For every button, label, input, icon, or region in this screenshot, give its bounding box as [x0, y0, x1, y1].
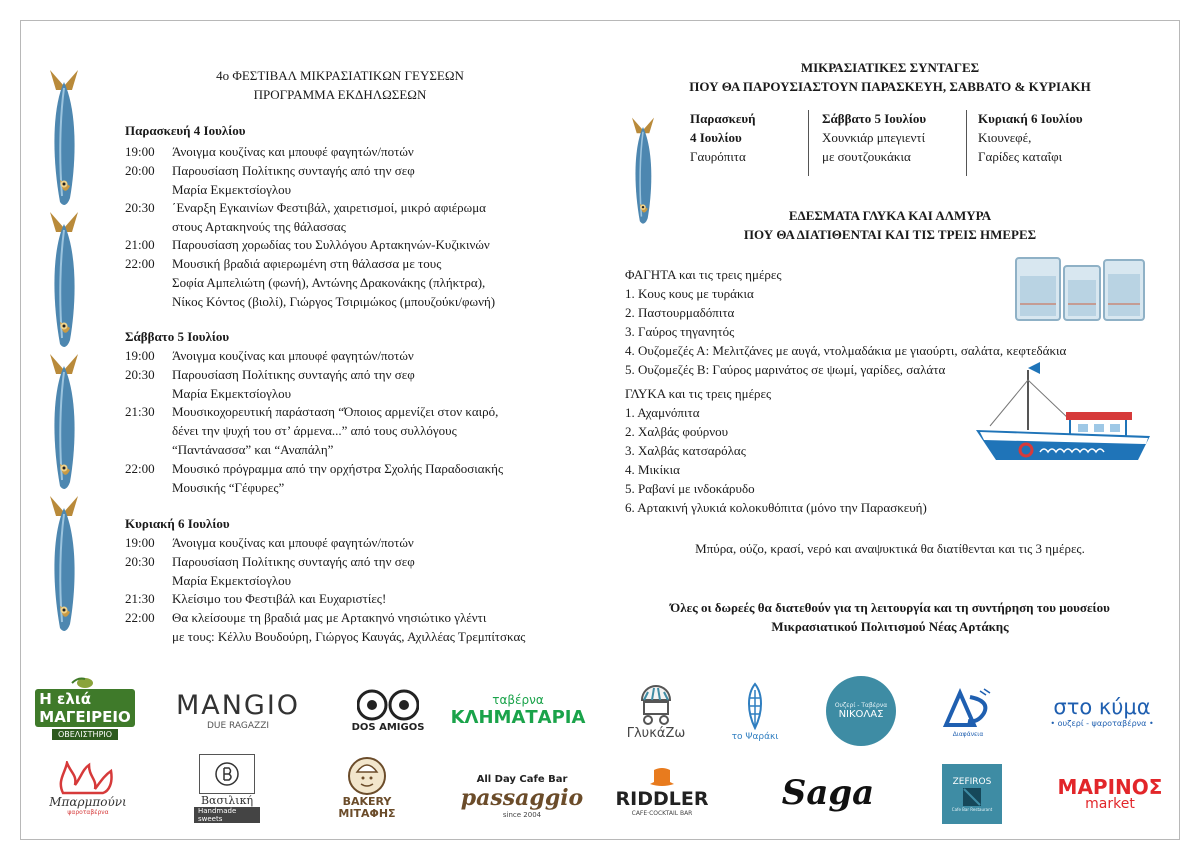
sponsor-logo-glykazo: [618, 676, 694, 746]
sponsor-logo-elia: [39, 672, 131, 744]
sponsor-logo-mangio: [168, 684, 308, 736]
sponsor-name: ΚΛΗΜΑΤΑΡΙΑ: [450, 706, 586, 728]
sponsor-logo-saga: [770, 770, 886, 816]
event-time: 21:30: [125, 404, 155, 419]
foods-title: ΕΔΕΣΜΑΤΑ ΓΛΥΚΑ ΚΑΙ ΑΛΜΥΡΑ: [788, 208, 992, 223]
sponsor-sub: • ουζερί - ψαροταβέρνα •: [1050, 718, 1154, 728]
sponsor-name: Διαφάνεια: [952, 730, 984, 738]
list-item: 1. Κους κους με τυράκια: [625, 286, 754, 301]
sponsor-sub: Handmade sweets: [194, 807, 260, 823]
fish-icon: [44, 352, 84, 492]
event-row: [125, 533, 414, 552]
event-row: [125, 589, 386, 608]
sponsor-logo-diafaneia: [936, 680, 1000, 744]
vasiliki-frame: [199, 754, 255, 794]
sponsor-sub: CAFE·COCKTAIL BAR: [631, 809, 693, 817]
event-desc: Μουσική βραδιά αφιερωμένη στη θάλασσα με τους: [172, 256, 442, 271]
recipe-day-saturday: [822, 109, 972, 166]
list-item: 2. Παστουρμαδόπιτα: [625, 305, 735, 320]
recipe-dish: Κιουνεφέ,: [978, 130, 1032, 145]
fish-icon: [44, 494, 84, 634]
sponsor-sub: market: [1085, 795, 1135, 812]
event-desc: ΄Εναρξη Εγκαινίων Φεστιβάλ, χαιρετισμοί, μικρό αφιέρωμα: [172, 200, 486, 215]
event-row: [125, 608, 525, 646]
sponsor-name: MANGIO: [175, 689, 301, 721]
event-row: [125, 235, 490, 254]
event-desc: Σοφία Αμπελιώτη (φωνή), Αντώνης Δρακονάκης (πλήκτρα),: [172, 275, 486, 290]
sweet-heading: ΓΛΥΚΑ και τις τρεις ημέρες: [625, 386, 772, 401]
event-desc: Παρουσίαση Πολίτικης συνταγής από την σεφ: [172, 367, 415, 382]
donation-line: Όλες οι δωρεές θα διατεθούν για τη λειτουργία και τη συντήρηση του μουσείου: [670, 600, 1110, 615]
event-desc: Κλείσιμο του Φεστιβάλ και Ευχαριστίες!: [172, 591, 387, 606]
event-desc: δένει την ψυχή του στ’ άρμενα...” από τους συλλόγους: [172, 423, 457, 438]
sponsor-name: στο κύμα: [1053, 694, 1151, 719]
divider: [966, 110, 967, 176]
sponsor-logo-passaggio: [456, 770, 588, 822]
cart-icon: [636, 682, 676, 726]
event-desc: Μουσικής “Γέφυρες”: [172, 480, 285, 495]
event-time: 19:00: [125, 535, 155, 550]
savory-heading: ΦΑΓΗΤΑ και τις τρεις ημέρες: [625, 267, 782, 282]
b-emblem-icon: [214, 761, 240, 787]
sponsor-name: Βασιλική: [200, 793, 254, 807]
recipe-day-label: Παρασκευή: [690, 111, 756, 126]
recipe-day-friday: [690, 109, 800, 166]
event-desc: Μουσικοχορευτική παράσταση “Όποιος αρμενίζει στον καιρό,: [172, 404, 499, 419]
divider: [808, 110, 809, 176]
list-item: 3. Γαύρος τηγανητός: [625, 324, 735, 339]
foods-title-block: [620, 206, 1160, 244]
event-desc: Άνοιγμα κουζίνας και μπουφέ φαγητών/ποτών: [172, 535, 414, 550]
sponsor-logo-mitafis: [322, 752, 412, 824]
list-item: 1. Αχαμνόπιτα: [625, 405, 700, 420]
event-time: 19:00: [125, 144, 155, 159]
recipe-dish: με σουτζουκάκια: [822, 149, 911, 164]
day-heading: Σάββατο 5 Ιουλίου: [125, 329, 230, 344]
event-desc: με τους: Κέλλυ Βουδούρη, Γιώργος Καυγάς, Αχιλλέας Τρεμπίτσκας: [172, 629, 526, 644]
sponsor-logo-riddler: [616, 760, 708, 822]
sponsor-logo-vasiliki: [194, 752, 260, 824]
donation-note: [600, 598, 1180, 636]
sponsor-sub: ταβέρνα: [492, 692, 544, 707]
sponsor-name: BAKERY ΜΙΤΑΦΗΣ: [338, 795, 396, 820]
list-item: 5. Ραβανί με ινδοκάρυδο: [625, 481, 755, 496]
event-desc: στους Αρτακηνούς της θάλασσας: [172, 219, 346, 234]
event-desc: Παρουσίαση Πολίτικης συνταγής από την σεφ: [172, 163, 415, 178]
event-row: [125, 254, 495, 311]
sponsor-since: since 2004: [502, 810, 542, 819]
event-row: [125, 198, 486, 236]
sponsor-sub: Ουζερί - Ταβέρνα: [834, 702, 888, 709]
drinks-note: Μπύρα, ούζο, κρασί, νερό και αναψυκτικά θα διατίθενται και τις 3 ημέρες.: [695, 541, 1085, 556]
sponsor-name: Saga: [781, 773, 875, 813]
baker-icon: [347, 756, 387, 796]
recipe-dish: Γαυρόπιτα: [690, 149, 746, 164]
sponsor-logo-barbouni: [38, 756, 138, 820]
event-row: [125, 161, 415, 199]
sponsor-logo-psaraki: [722, 676, 788, 748]
list-item: 6. Αρτακινή γλυκιά κολοκυθόπιτα (μόνο την Παρασκευή): [625, 500, 927, 515]
event-time: 20:00: [125, 163, 155, 178]
recipe-dish: Γαρίδες καταΐφι: [978, 149, 1063, 164]
sponsor-sub: ψαροταβέρνα: [67, 808, 109, 816]
foods-subtitle: ΠΟΥ ΘΑ ΔΙΑΤΙΘΕΝΤΑΙ ΚΑΙ ΤΙΣ ΤΡΕΙΣ ΗΜΕΡΕΣ: [743, 227, 1037, 242]
sponsor-logo-klimataria: [452, 688, 584, 732]
hat-icon: [646, 766, 678, 788]
list-item: 2. Χαλβάς φούρνου: [625, 424, 729, 439]
list-item: 4. Μικίκια: [625, 462, 680, 477]
event-time: 20:30: [125, 200, 155, 215]
sponsor-name: DOS AMIGOS: [351, 721, 425, 733]
sponsor-name: Η ελιά ΜΑΓΕΙΡΕΙΟ: [35, 689, 134, 727]
event-desc: Νίκος Κόντος (βιολί), Γιώργος Τσιριμώκος (μπουζούκι/φωνή): [172, 294, 496, 309]
day-heading: Παρασκευή 4 Ιουλίου: [125, 123, 246, 138]
list-item: 5. Ουζομεζές Β: Γαύρος μαρινάτος σε ψωμί, γαρίδες, σαλάτα: [625, 362, 946, 377]
recipes-title-block: [620, 58, 1160, 96]
festival-title-block: [130, 66, 550, 104]
event-time: 22:00: [125, 461, 155, 476]
recipe-day-sunday: [978, 109, 1128, 166]
sponsor-name: ZEFIROS: [952, 776, 992, 787]
event-time: 19:00: [125, 348, 155, 363]
festival-subtitle: ΠΡΟΓΡΑΜΜΑ ΕΚΔΗΛΩΣΕΩΝ: [253, 87, 427, 102]
event-row: [125, 365, 415, 403]
event-time: 20:30: [125, 367, 155, 382]
fire-icon: [53, 761, 123, 795]
sponsor-name: ΓλυκάΖω: [626, 725, 686, 741]
zefiros-emblem-icon: [962, 787, 982, 807]
donation-line: Μικρασιατικού Πολιτισμού Νέας Αρτάκης: [771, 619, 1009, 634]
event-row: [125, 142, 414, 161]
event-desc: “Παντάνασσα” και “Αναπάλη”: [172, 442, 334, 457]
recipe-dish: Χουνκιάρ μπεγιεντί: [822, 130, 926, 145]
event-row: [125, 402, 498, 459]
recipes-subtitle: ΠΟΥ ΘΑ ΠΑΡΟΥΣΙΑΣΤΟΥΝ ΠΑΡΑΣΚΕΥΗ, ΣΑΒΒΑΤΟ & ΚΥΡΙΑΚΗ: [689, 79, 1091, 94]
sweet-list: [625, 384, 1025, 517]
recipe-day-label: 4 Ιουλίου: [690, 130, 742, 145]
sponsor-logo-nikolas: [826, 676, 896, 746]
owls-icon: [357, 688, 419, 722]
event-desc: Μαρία Εκμεκτσίογλου: [172, 386, 292, 401]
sponsor-logo-marinos: [1054, 770, 1166, 816]
event-desc: Παρουσίαση Πολίτικης συνταγής από την σεφ: [172, 554, 415, 569]
sponsor-logo-dos-amigos: [350, 680, 426, 740]
sponsor-sub: Cafe Bar Restaurant: [951, 806, 993, 812]
sponsor-name: ΝΙΚΟΛΑΣ: [838, 709, 884, 720]
olive-icon: [70, 677, 100, 689]
sponsor-name: ΜΑΡΙΝΟΣ: [1057, 774, 1163, 799]
event-time: 22:00: [125, 256, 155, 271]
event-desc: Άνοιγμα κουζίνας και μπουφέ φαγητών/ποτών: [172, 144, 414, 159]
event-time: 22:00: [125, 610, 155, 625]
list-item: 4. Ουζομεζές Α: Μελιτζάνες με αυγά, ντολμαδάκια με γιαούρτι, σαλάτα, κεφτεδάκια: [625, 343, 1067, 358]
sponsor-name: passaggio: [460, 784, 584, 811]
event-desc: Μαρία Εκμεκτσίογλου: [172, 182, 292, 197]
recipe-day-label: Σάββατο 5 Ιουλίου: [822, 111, 927, 126]
event-time: 21:30: [125, 591, 155, 606]
event-desc: Θα κλείσουμε τη βραδιά μας με Αρτακηνό νησιώτικο γλέντι: [172, 610, 487, 625]
event-desc: Μαρία Εκμεκτσίογλου: [172, 573, 292, 588]
event-desc: Παρουσίαση χορωδίας του Συλλόγου Αρτακηνών-Κυζικινών: [172, 237, 490, 252]
sponsor-name: RIDDLER: [615, 787, 709, 810]
fish-icon: [44, 210, 84, 350]
event-desc: Μουσικό πρόγραμμα από την ορχήστρα Σχολής Παραδοσιακής: [172, 461, 504, 476]
fish-icon: [44, 68, 84, 208]
event-row: [125, 552, 415, 590]
event-row: [125, 346, 414, 365]
event-row: [125, 459, 503, 497]
event-time: 21:00: [125, 237, 155, 252]
sponsor-sub: ΟΒΕΛΙΣΤΗΡΙΟ: [52, 729, 118, 740]
sponsor-name: το Ψαράκι: [731, 732, 779, 742]
sponsor-logo-zefiros: [942, 764, 1002, 824]
fish-bone-icon: [743, 682, 767, 732]
recipe-day-label: Κυριακή 6 Ιουλίου: [978, 111, 1083, 126]
event-time: 20:30: [125, 554, 155, 569]
sponsor-name: Μπαρμπούνι: [49, 794, 127, 809]
sponsor-sub: DUE RAGAZZI: [206, 720, 270, 731]
sponsor-sub: All Day Cafe Bar: [476, 773, 568, 785]
event-desc: Άνοιγμα κουζίνας και μπουφέ φαγητών/ποτών: [172, 348, 414, 363]
list-item: 3. Χαλβάς κατσαρόλας: [625, 443, 746, 458]
sponsor-logo-sto-kyma: [1040, 688, 1164, 734]
festival-title: 4ο ΦΕΣΤΙΒΑΛ ΜΙΚΡΑΣΙΑΤΙΚΩΝ ΓΕΥΣΕΩΝ: [216, 68, 464, 83]
letter-logo-icon: [940, 687, 996, 731]
recipes-title: ΜΙΚΡΑΣΙΑΤΙΚΕΣ ΣΥΝΤΑΓΕΣ: [800, 60, 980, 75]
day-heading: Κυριακή 6 Ιουλίου: [125, 516, 230, 531]
